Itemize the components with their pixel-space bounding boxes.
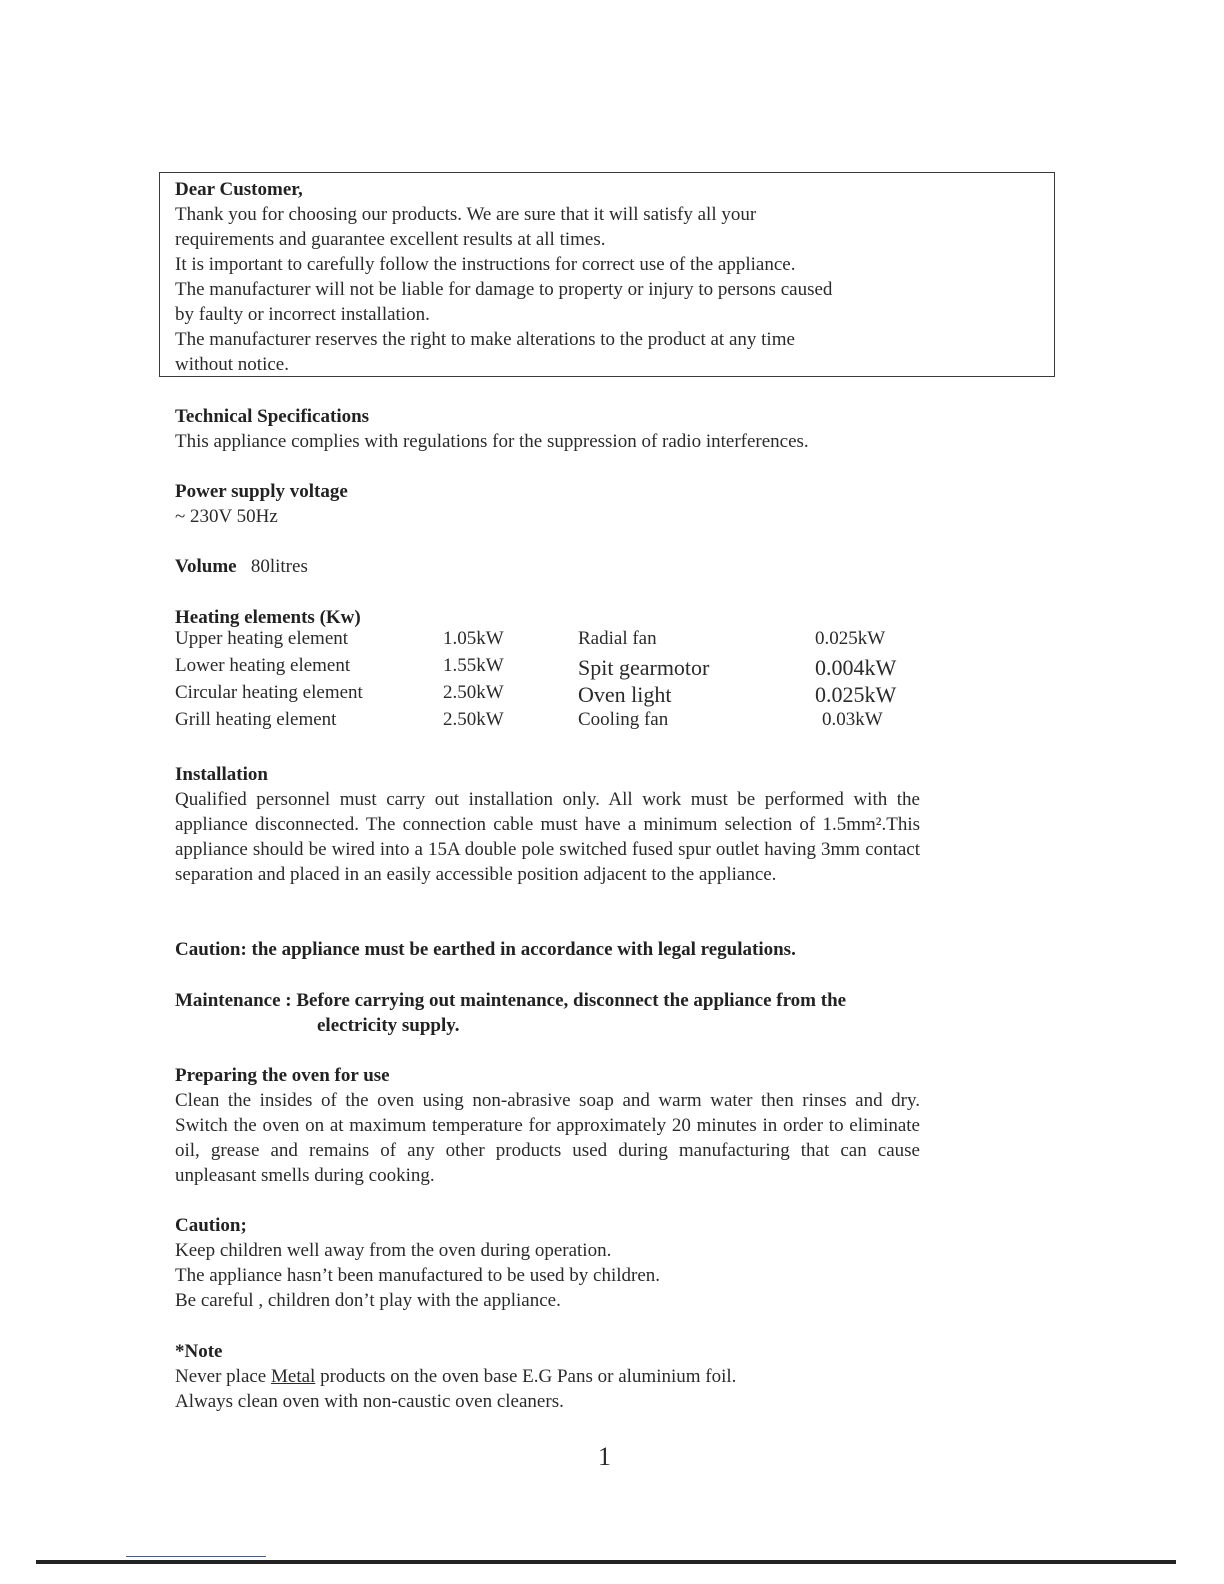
- dear-customer-box: [159, 172, 1055, 377]
- volume-label: Volume: [175, 556, 237, 577]
- power-supply-heading: Power supply voltage: [175, 481, 348, 502]
- note-text: Never place: [175, 1366, 271, 1387]
- maintenance-section: [175, 988, 846, 1038]
- component-name: Radial fan: [578, 628, 657, 649]
- heating-elements-table: [175, 628, 915, 736]
- note-text: products on the oven base E.G Pans or aluminium foil.: [315, 1366, 737, 1387]
- intro-line: The manufacturer will not be liable for damage to property or injury to persons caused: [175, 279, 833, 300]
- caution-section: [175, 1213, 660, 1313]
- installation-section: [175, 762, 920, 887]
- component-name: Spit gearmotor: [578, 655, 710, 680]
- element-name: Circular heating element: [175, 682, 363, 703]
- earth-caution-section: [175, 937, 796, 962]
- heating-elements-heading-wrap: [175, 605, 361, 630]
- page-number: 1: [598, 1442, 611, 1471]
- intro-line: requirements and guarantee excellent results at all times.: [175, 229, 606, 250]
- dear-customer-heading: Dear Customer,: [175, 179, 303, 200]
- table-row: [175, 682, 915, 709]
- preparing-heading: Preparing the oven for use: [175, 1065, 390, 1086]
- power-supply-value: ~ 230V 50Hz: [175, 506, 278, 527]
- caution-heading: Caution;: [175, 1215, 247, 1236]
- technical-specifications-heading: Technical Specifications: [175, 406, 370, 427]
- scan-bottom-edge: [36, 1560, 1176, 1564]
- component-power: 0.03kW: [822, 709, 883, 730]
- element-name: Upper heating element: [175, 628, 349, 649]
- element-power: 2.50kW: [443, 709, 504, 730]
- intro-line: by faulty or incorrect installation.: [175, 304, 430, 325]
- component-name: Oven light: [578, 682, 672, 707]
- preparing-text: Clean the insides of the oven using non-abrasive soap and warm water then rinses and dry. Switch the oven on at maximum temperature for approximately 20 minutes in order to eliminate oil, grease and remains of any other products used during manufacturing that can cause unpleasant smells during cooking.: [175, 1090, 920, 1186]
- caution-line: Keep children well away from the oven during operation.: [175, 1240, 612, 1261]
- element-power: 1.55kW: [443, 655, 504, 676]
- note-line2: Always clean oven with non-caustic oven cleaners.: [175, 1391, 564, 1412]
- scan-edge-line: [126, 1556, 266, 1557]
- note-heading: *Note: [175, 1341, 223, 1362]
- volume-value: 80litres: [250, 556, 308, 577]
- technical-specifications-section: [175, 404, 809, 454]
- intro-line: The manufacturer reserves the right to make alterations to the product at any time: [175, 329, 795, 350]
- technical-specifications-text: This appliance complies with regulations for the suppression of radio interferences.: [175, 431, 809, 452]
- note-section: [175, 1339, 736, 1414]
- intro-line: without notice.: [175, 354, 289, 375]
- preparing-section: [175, 1063, 920, 1188]
- maintenance-line2: electricity supply.: [317, 1015, 460, 1036]
- table-row: [175, 709, 915, 736]
- note-underlined-word: Metal: [271, 1366, 316, 1387]
- caution-line: Be careful , children don’t play with the appliance.: [175, 1290, 561, 1311]
- intro-line: Thank you for choosing our products. We are sure that it will satisfy all your: [175, 204, 757, 225]
- component-name: Cooling fan: [578, 709, 669, 730]
- installation-text: Qualified personnel must carry out installation only. All work must be performed with the appliance disconnected. The connection cable must have a minimum selection of 1.5mm².This appliance should be wired into a 15A double pole switched fused spur outlet having 3mm contact separation and placed in an easily accessible position adjacent to the appliance.: [175, 789, 920, 885]
- power-supply-section: [175, 479, 348, 529]
- component-power: 0.004kW: [815, 655, 897, 680]
- element-name: Grill heating element: [175, 709, 337, 730]
- caution-line: The appliance hasn’t been manufactured to be used by children.: [175, 1265, 661, 1286]
- intro-line: It is important to carefully follow the instructions for correct use of the appliance.: [175, 254, 796, 275]
- note-line1: [175, 1364, 736, 1389]
- heating-elements-heading: Heating elements (Kw): [175, 607, 361, 628]
- installation-heading: Installation: [175, 764, 268, 785]
- component-power: 0.025kW: [815, 628, 886, 649]
- table-row: [175, 628, 915, 655]
- element-power: 1.05kW: [443, 628, 504, 649]
- element-power: 2.50kW: [443, 682, 504, 703]
- volume-section: [175, 554, 308, 579]
- maintenance-line1: Maintenance : Before carrying out maintenance, disconnect the appliance from the: [175, 990, 847, 1011]
- component-power: 0.025kW: [815, 682, 897, 707]
- earth-caution-text: Caution: the appliance must be earthed in accordance with legal regulations.: [175, 939, 796, 960]
- element-name: Lower heating element: [175, 655, 351, 676]
- table-row: [175, 655, 915, 682]
